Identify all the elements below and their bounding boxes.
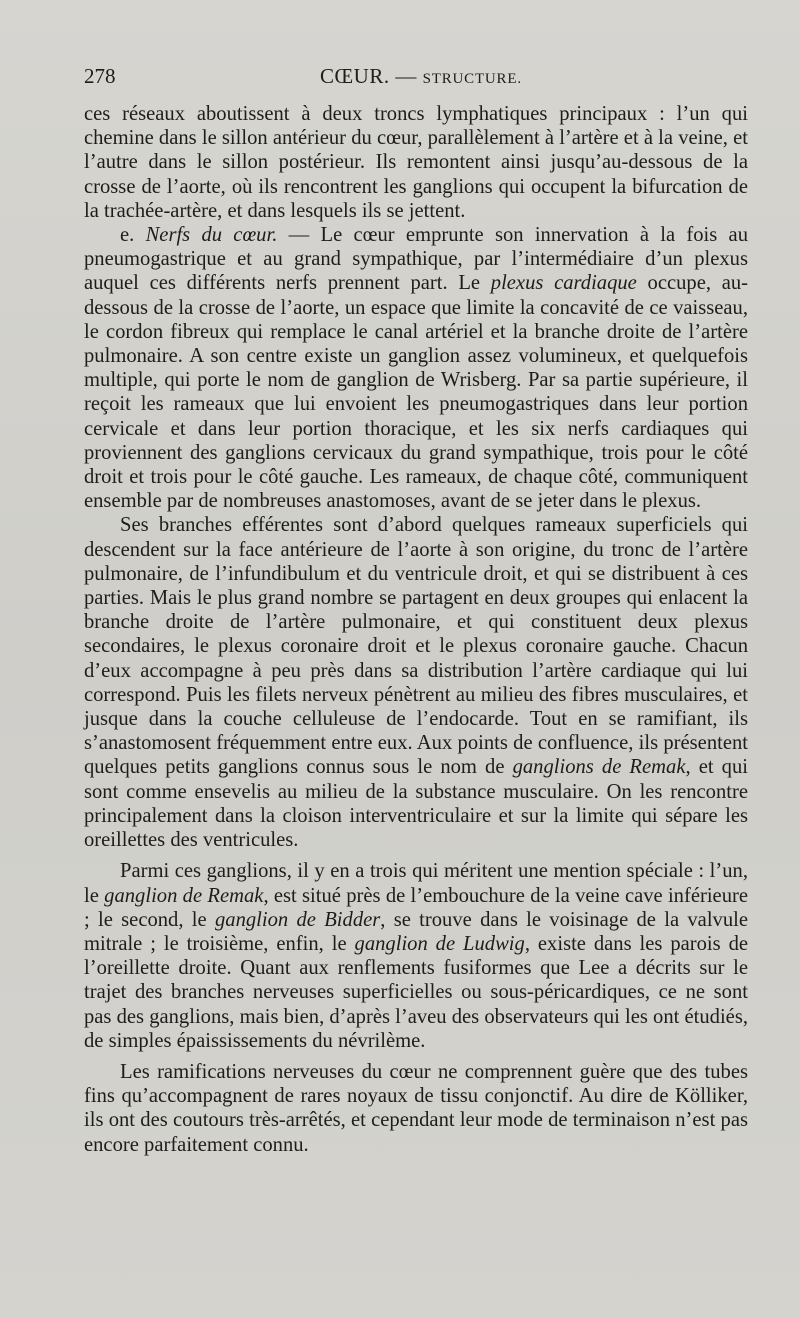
- paragraph-ganglia: [84, 859, 748, 1053]
- italic-term: ganglion de Ludwig: [354, 932, 525, 955]
- paragraph-text: occupe, au-dessous de la crosse de l’aorte, un espace que limite la concavité de ce vaisseau, le cordon fibreux qui remplace le canal artériel et la branche droite de l’artère pulmonaire. A son centre existe un ganglion assez volumineux, et quelquefois multiple, qui porte le nom de ganglion de Wrisberg. Par sa partie supérieure, il reçoit les rameaux que lui envoient les pneumogastriques dans leur portion cervicale et dans leur portion thoracique, et les six nerfs cardiaques qui proviennent des ganglions cervicaux du grand sympathique, trois pour le côté droit et trois pour le côté gauche. Les rameaux, de chaque côté, communiquent ensemble par de nombreuses anastomoses, avant de se jeter dans le plexus.: [84, 272, 748, 513]
- section-title: Nerfs du cœur.: [145, 224, 278, 247]
- paragraph-text: , existe dans les parois de l’oreillette droite. Quant aux renflements fusiformes que Lee a décrits sur le trajet des branches nerveuses superficielles ou sous-péricardiques, ce ne sont pas des ganglions, mais bien, d’après l’aveu des observateurs qui les ont étudiés, de simples épaississements du névrilème.: [84, 932, 749, 1052]
- italic-term: ganglions de Remak: [512, 756, 686, 779]
- paragraph-text: Ses branches efférentes sont d’abord quelques rameaux superficiels qui descendent sur la face antérieure de l’aorte à son origine, du tronc de l’artère pulmonaire, de l’infundibulum et du ventricule droit, et qui se distribuent à ces parties. Mais le plus grand nombre se partagent en deux groupes qui enlacent la branche droite de l’artère pulmonaire, et qui constituent deux plexus secondaires, le plexus coronaire droit et le plexus coronaire gauche. Chacun d’eux accompagne à peu près dans sa distribution l’artère cardiaque qui lui correspond. Puis les filets nerveux pénètrent au milieu des fibres musculaires, et jusque dans la couche celluleuse de l’endocarde. Tout en se ramifiant, ils s’anastomosent fréquemment entre eux. Aux points de confluence, ils présentent quelques petits ganglions connus sous le nom de: [84, 514, 748, 779]
- paragraph-text: Parmi ces ganglions, il y en a trois qui méritent une mention spéciale : l’un, le: [84, 860, 748, 907]
- paragraph-text: , est situé près de l’embouchure de la veine cave inférieure ; le second, le: [84, 884, 748, 931]
- italic-term: ganglion de Bidder: [214, 908, 381, 931]
- paragraph-ramifications: Les ramifications nerveuses du cœur ne comprennent guère que des tubes fins qu’accompagnent de rares noyaux de tissu conjonctif. Au dire de Kölliker, ils ont des coutours très-arrêtés, et cependant leur mode de terminaison n’est pas encore parfaitement connu.: [84, 1060, 748, 1156]
- page-header: [84, 64, 748, 94]
- paragraph-text: , se trouve dans le voisinage de la valvule mitrale ; le troisième, enfin, le: [84, 908, 749, 955]
- running-title-section: STRUCTURE.: [422, 71, 522, 87]
- page-number: 278: [84, 64, 116, 88]
- paragraph-lymphatics: ces réseaux aboutissent à deux troncs lymphatiques principaux : l’un qui chemine dans le sillon antérieur du cœur, parallèlement à l’artère et à la veine, et l’autre dans le sillon postérieur. Ils remontent ainsi jusqu’au-dessous de la crosse de l’aorte, où ils rencontrent les ganglions qui occupent la bifurcation de la trachée-artère, et dans lesquels ils se jettent.: [84, 103, 748, 222]
- running-title: [320, 64, 522, 89]
- body-text: [84, 102, 748, 1157]
- italic-term: plexus cardiaque: [490, 272, 637, 295]
- paragraph-efferent-branches: [84, 513, 748, 852]
- paragraph-text: — Le cœur emprunte son innervation à la fois au pneumogastrique et au grand sympathique, par l’intermédiaire d’un plexus auquel ces différents nerfs prennent part. Le: [84, 224, 748, 295]
- section-letter: e.: [120, 224, 135, 247]
- paragraph-text: , et qui sont comme ensevelis au milieu de la substance musculaire. On les rencontre principalement dans la cloison interventriculaire et sur la limite qui sépare les oreillettes des ventricules.: [84, 756, 748, 852]
- italic-term: ganglion de Remak: [104, 884, 264, 907]
- running-title-main: CŒUR. —: [320, 64, 417, 88]
- paragraph-cardiac-nerves: [84, 223, 748, 513]
